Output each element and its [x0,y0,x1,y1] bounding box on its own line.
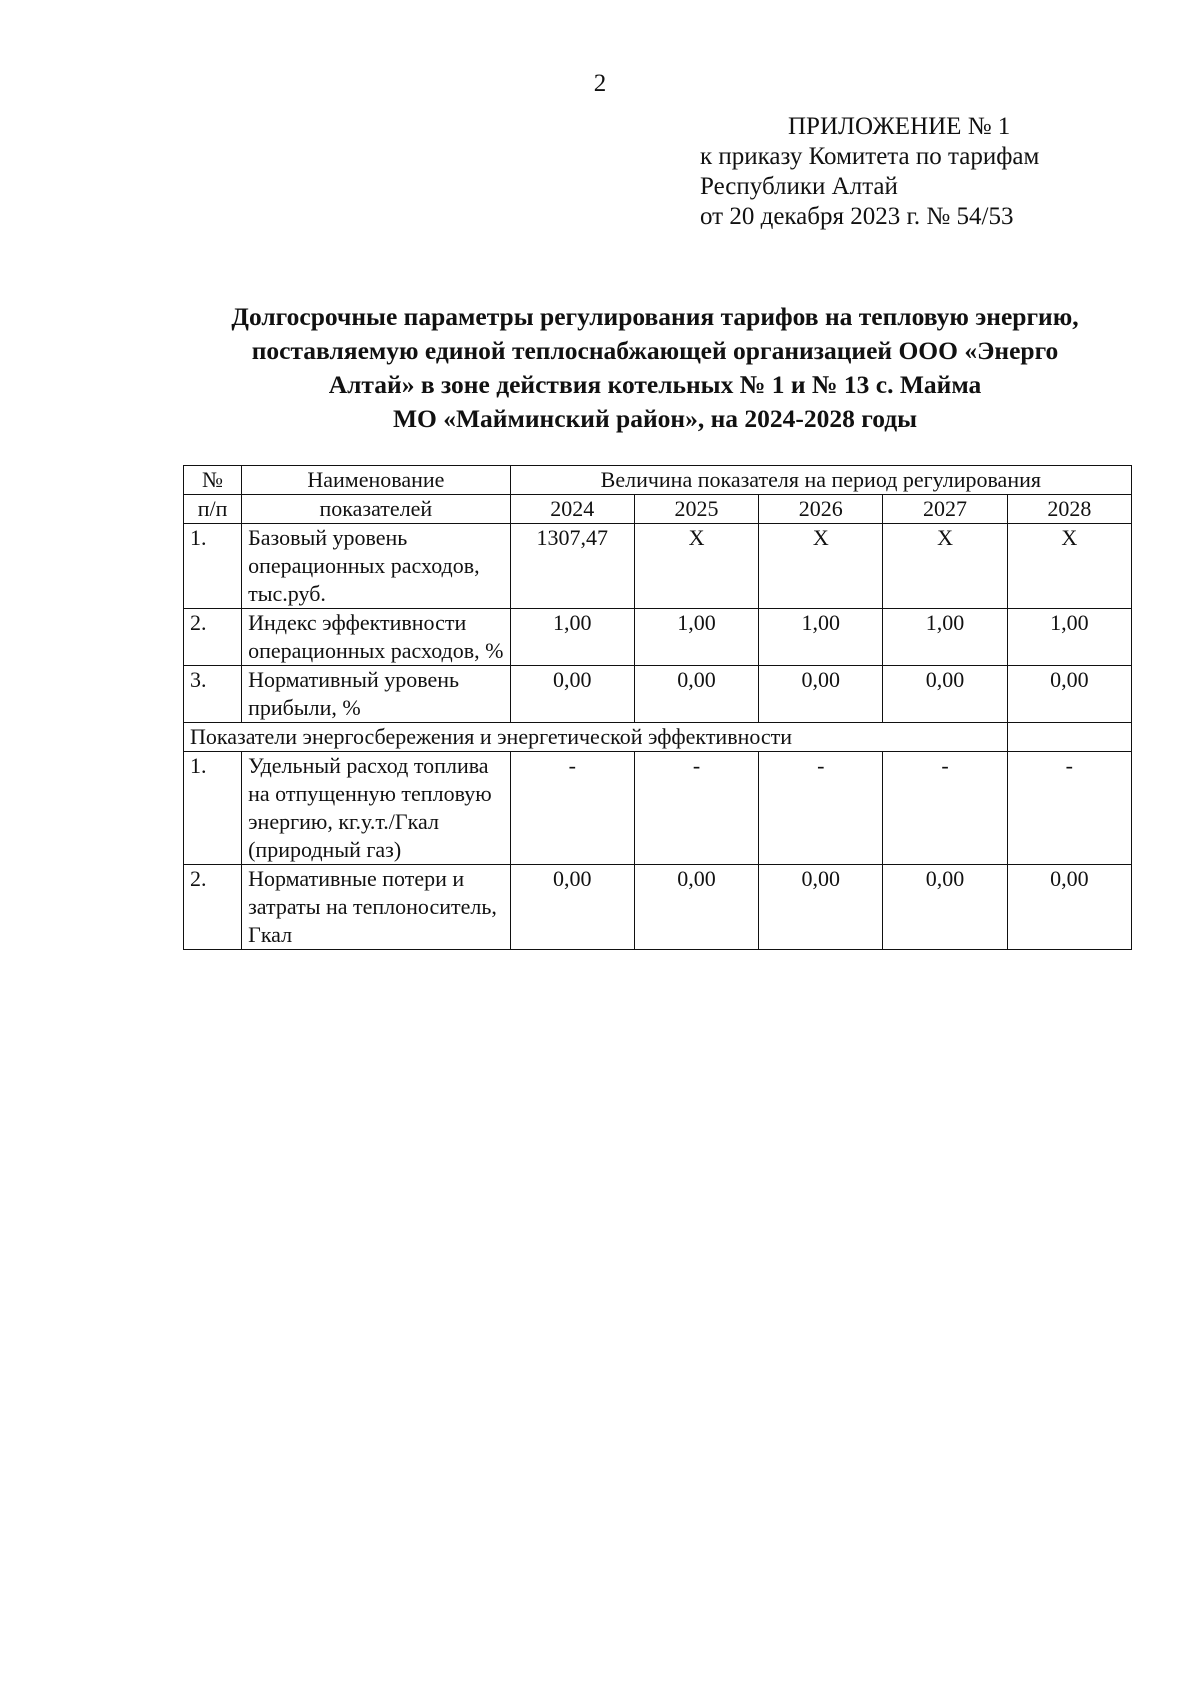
row-value: - [1007,752,1131,865]
row-value: 0,00 [634,865,758,950]
section-empty-cell [1007,723,1131,752]
row-name: Нормативный уровень прибыли, % [242,666,511,723]
row-value: 0,00 [759,666,883,723]
table-row [184,752,1132,865]
annex-line: Республики Алтай [700,173,898,200]
header-year: 2027 [883,495,1007,524]
row-value: - [634,752,758,865]
row-name: Удельный расход топлива на отпущенную тепловую энергию, кг.у.т./Гкал (природный газ) [242,752,511,865]
row-value: - [883,752,1007,865]
section-title: Показатели энергосбережения и энергетической эффективности [184,723,1008,752]
header-name-bottom: показателей [242,495,511,524]
row-value: 1,00 [510,609,634,666]
table-header-row [184,495,1132,524]
row-number: 3. [184,666,242,723]
row-value: 0,00 [510,666,634,723]
row-value: 0,00 [634,666,758,723]
row-name: Базовый уровень операционных расходов, тыс.руб. [242,524,511,609]
header-num-bottom: п/п [184,495,242,524]
page-number: 2 [593,70,607,97]
header-name-top: Наименование [242,466,511,495]
row-value: 1,00 [883,609,1007,666]
table-header-row [184,466,1132,495]
annex-block [700,112,1140,232]
row-value: 1307,47 [510,524,634,609]
row-number: 2. [184,609,242,666]
title-line: МО «Майминский район», на 2024-2028 годы [392,404,918,433]
row-value: - [759,752,883,865]
row-value: 0,00 [883,666,1007,723]
header-year: 2025 [634,495,758,524]
row-value: 0,00 [759,865,883,950]
title-line: Алтай» в зоне действия котельных № 1 и № 13 с. Майма [328,370,982,399]
row-value: Х [1007,524,1131,609]
table-row [184,524,1132,609]
annex-line: от 20 декабря 2023 г. № 54/53 [700,203,1014,230]
row-value: 1,00 [634,609,758,666]
row-value: 1,00 [1007,609,1131,666]
row-value: Х [883,524,1007,609]
row-number: 1. [184,752,242,865]
row-name: Индекс эффективности операционных расходов, % [242,609,511,666]
row-value: Х [634,524,758,609]
row-value: 0,00 [1007,865,1131,950]
section-header-row [184,723,1132,752]
table-row [184,865,1132,950]
table-row [184,609,1132,666]
title-line: Долгосрочные параметры регулирования тарифов на тепловую энергию, [231,302,1079,331]
row-number: 2. [184,865,242,950]
annex-title: ПРИЛОЖЕНИЕ № 1 [788,113,1011,140]
row-name: Нормативные потери и затраты на теплоноситель, Гкал [242,865,511,950]
row-value: 0,00 [1007,666,1131,723]
row-value: - [510,752,634,865]
table-row [184,666,1132,723]
title-line: поставляемую единой теплоснабжающей организацией ООО «Энерго [251,336,1059,365]
annex-line: к приказу Комитета по тарифам [700,143,1040,170]
document-title [150,300,1160,436]
row-number: 1. [184,524,242,609]
header-year: 2024 [510,495,634,524]
row-value: Х [759,524,883,609]
header-year: 2026 [759,495,883,524]
row-value: 1,00 [759,609,883,666]
header-period: Величина показателя на период регулирования [510,466,1131,495]
header-year: 2028 [1007,495,1131,524]
row-value: 0,00 [510,865,634,950]
parameters-table [183,465,1132,950]
header-num-top: № [184,466,242,495]
row-value: 0,00 [883,865,1007,950]
